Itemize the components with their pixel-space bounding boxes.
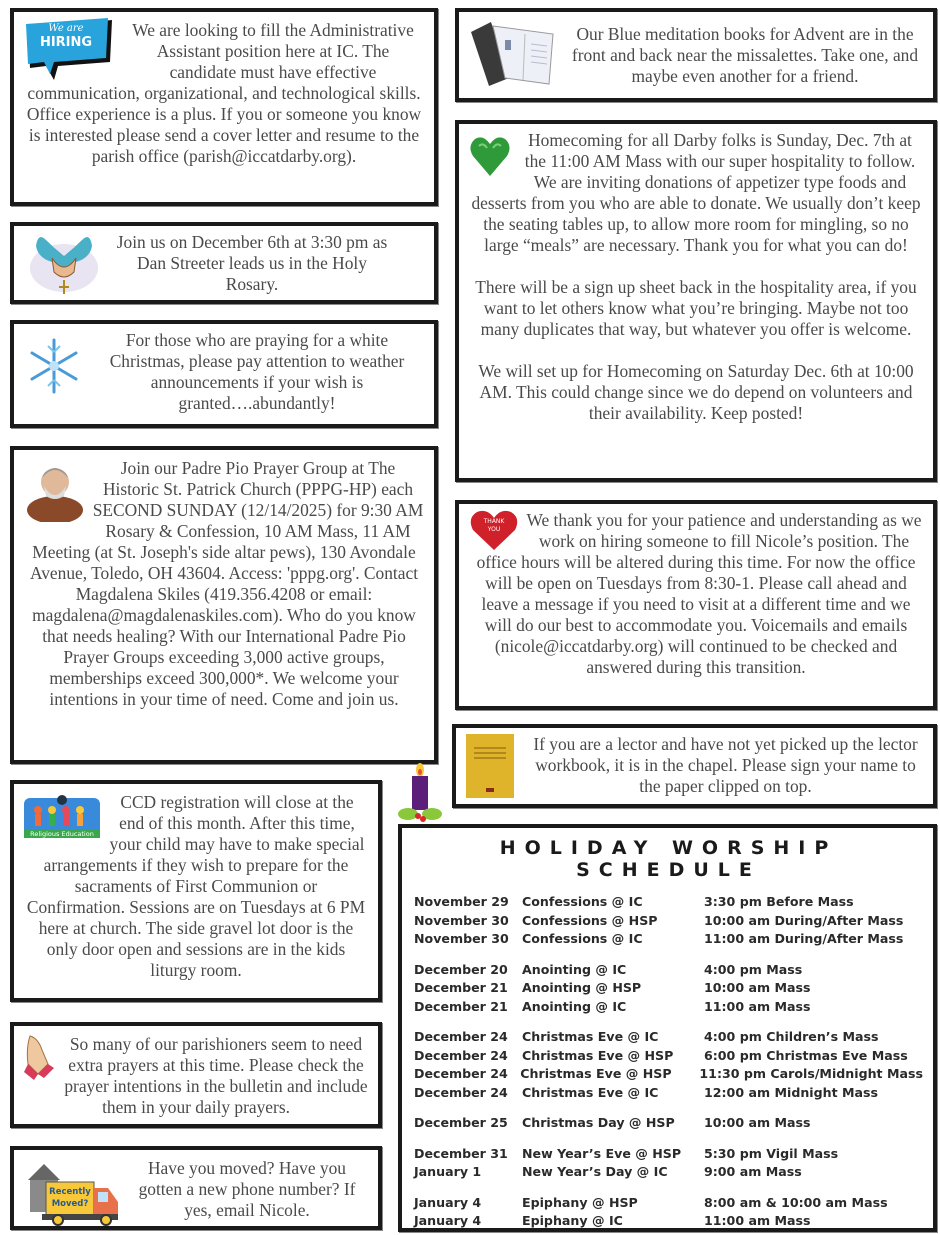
schedule-time: 10:00 am During/After Mass [704,912,904,928]
schedule-date: December 24 [414,1029,508,1044]
schedule-time: 4:00 pm Mass [704,961,803,977]
schedule-date: December 24 [414,1047,508,1063]
schedule-time: 8:00 am & 10:00 am Mass [704,1194,888,1210]
schedule-event: Anointing @ HSP [522,980,642,995]
praying-hands-icon [24,1034,58,1080]
schedule-row [414,1065,923,1084]
schedule-row [414,961,923,980]
ccd-text: CCD registration will close at the end of this month. After this time, your child may have to make special arrangements if they wish to prepare for the sacraments of First Communion or Confirmation. Sessions are on Tuesdays at 6 PM here at church. The side gravel lot door is the only door open and sessions are in the kids liturgy room. [26,792,366,980]
padre-pio-notice [10,446,438,764]
hiring-badge-line1: We are [48,23,84,34]
schedule-date: November 30 [414,931,509,946]
schedule-row [414,912,923,931]
holiday-worship-schedule [398,824,937,1232]
green-heart-icon [469,134,511,178]
schedule-event: New Year’s Day @ IC [522,1164,668,1179]
schedule-table [414,893,923,1231]
schedule-date: December 24 [414,1066,508,1081]
prayers-notice [10,1022,382,1128]
schedule-row [414,1163,923,1182]
homecoming-para1: Homecoming for all Darby folks is Sunday, Dec. 7th at the 11:00 AM Mass with our super hospitality to follow. We are inviting donations of appetizer type foods and desserts from you who are able to donate. We usually don’t keep the seating tables up, to allow more room for mingling, so no large “meals” are necessary. Thank you for what you can do! [471,130,921,255]
schedule-event: Epiphany @ HSP [522,1194,638,1210]
schedule-date: January 4 [414,1213,482,1228]
schedule-event: Christmas Eve @ IC [522,1029,659,1044]
thank-you-heart-icon [469,510,519,550]
schedule-row [414,1145,923,1164]
schedule-time: 4:00 pm Children’s Mass [704,1029,879,1044]
schedule-event: Christmas Day @ HSP [522,1115,675,1130]
white-christmas-notice [10,320,438,428]
schedule-date: November 29 [414,894,509,909]
schedule-date: December 21 [414,998,508,1014]
homecoming-para2: There will be a sign up sheet back in the hospitality area, if you want to let others know what you’re bringing. Maybe not too many duplicates that way, but whatever you offer is welcome. [475,277,917,339]
padre-pio-portrait-icon [24,460,86,522]
schedule-time: 12:00 am Midnight Mass [704,1084,879,1100]
schedule-row [414,979,923,998]
schedule-title: HOLIDAY WORSHIP SCHEDULE [499,837,838,881]
schedule-row [414,998,923,1017]
schedule-date: November 30 [414,912,509,928]
religious-education-label: Religious Education [24,830,100,838]
schedule-event: Christmas Eve @ IC [522,1084,659,1100]
schedule-date: December 25 [414,1115,508,1130]
schedule-time: 11:00 am Mass [704,1213,811,1228]
white-christmas-text: For those who are praying for a white Christmas, please pay attention to weather announcements if your wish is granted….abundantly! [109,330,405,413]
schedule-row [414,1194,923,1213]
schedule-time: 3:30 pm Before Mass [704,894,854,909]
schedule-time: 10:00 am Mass [704,1115,811,1130]
schedule-row [414,1028,923,1047]
schedule-event: Anointing @ IC [522,998,627,1014]
schedule-group [414,1028,923,1102]
rosary-notice [10,222,438,304]
moved-badge-line1: Recently [49,1187,91,1197]
schedule-date: December 31 [414,1145,508,1161]
homecoming-notice [455,120,937,482]
schedule-row [414,893,923,912]
schedule-group [414,893,923,949]
hiring-badge-line2: HIRING [39,35,93,50]
lector-workbook-icon [466,734,514,798]
advent-candle-icon [398,762,442,824]
schedule-group [414,1114,923,1133]
moved-badge-line2: Moved? [51,1199,89,1209]
schedule-group [414,1145,923,1182]
schedule-group [414,961,923,1017]
padre-pio-text: Join our Padre Pio Prayer Group at The Historic St. Patrick Church (PPPG-HP) each SECOND SUNDAY (12/14/2025) for 9:30 AM Rosary & Confession, 10 AM Mass, 11 AM Meeting (at St. Joseph's side altar pews), 130 Avondale Avenue, Toledo, OH 43604. Access: 'pppg.org'. Contact Magdalena Skiles (419.356.4208 or email: magdalena@magdalenaskiles.com). Who do you know that needs healing? With our International Padre Pio Prayer Groups exceeding 3,000 active groups, memberships exceed 300,000*. We welcome your intentions in your time of need. Come and join us. [29,458,424,709]
we-are-hiring-icon [24,18,116,80]
schedule-date: January 1 [414,1164,482,1179]
schedule-event: Christmas Eve @ HSP [520,1066,672,1081]
snowflake-icon [24,336,84,396]
prayers-text: So many of our parishioners seem to need extra prayers at this time. Please check the prayer intentions in the bulletin and include them in your daily prayers. [64,1034,368,1117]
thank-you-text: We thank you for your patience and understanding as we work on hiring someone to fill Nicole’s position. The office hours will be altered during this time. For now the office will be open on Tuesdays from 8:30-1. Please call ahead and leave a message if you need to visit at a different time and we will do our best to accommodate you. Voicemails and emails (nicole@iccatdarby.org) will continued to be checked and answered during this transition. [476,510,922,677]
schedule-time: 10:00 am Mass [704,980,811,995]
schedule-time: 5:30 pm Vigil Mass [704,1145,839,1161]
hiring-text: We are looking to fill the Administrative Assistant position here at IC. The candidate must have effective communication, organizational, and technological skills. Office experience is a plus. If you or someone you know is interested please send a cover letter and resume to the parish office (parish@iccatdarby.org). [26,20,422,166]
schedule-date: December 24 [414,1084,508,1100]
ccd-notice [10,780,382,1002]
advent-books-notice [455,8,937,102]
lector-text: If you are a lector and have not yet picked up the lector workbook, it is in the chapel. Please sign your name to the paper clipped on top. [533,734,918,796]
moving-truck-icon [24,1156,120,1226]
praying-hands-rosary-icon [24,232,104,300]
schedule-date: December 21 [414,980,508,995]
moved-notice [10,1146,382,1230]
schedule-row [414,930,923,949]
schedule-event: Anointing @ IC [522,961,627,977]
schedule-row [414,1047,923,1066]
schedule-event: Confessions @ IC [522,894,643,909]
thank-you-notice [455,500,937,710]
schedule-time: 6:00 pm Christmas Eve Mass [704,1047,908,1063]
schedule-event: Confessions @ HSP [522,912,658,928]
schedule-event: Epiphany @ IC [522,1213,623,1228]
homecoming-para3: We will set up for Homecoming on Saturday Dec. 6th at 10:00 AM. This could change since we do depend on volunteers and their availability. Keep posted! [478,361,914,423]
schedule-event: Confessions @ IC [522,931,643,946]
schedule-row [414,1084,923,1103]
lector-notice [452,724,937,808]
schedule-group [414,1194,923,1231]
meditation-book-icon [469,20,555,86]
advent-books-text: Our Blue meditation books for Advent are in the front and back near the missalettes. Take one, and maybe even another for a friend. [571,24,919,86]
rosary-text: Join us on December 6th at 3:30 pm as Dan Streeter leads us in the Holy Rosary. [116,232,388,294]
schedule-row [414,1114,923,1133]
thank-you-badge: THANK YOU [483,518,505,533]
schedule-date: January 4 [414,1194,482,1210]
schedule-time: 11:00 am During/After Mass [704,931,904,946]
schedule-event: New Year’s Eve @ HSP [522,1145,682,1161]
moved-text: Have you moved? Have you gotten a new phone number? If yes, email Nicole. [138,1158,356,1220]
schedule-row [414,1212,923,1231]
schedule-time: 11:00 am Mass [704,998,811,1014]
schedule-date: December 20 [414,961,508,977]
hiring-notice [10,8,438,206]
schedule-time: 11:30 pm Carols/Midnight Mass [699,1066,923,1081]
schedule-time: 9:00 am Mass [704,1164,802,1179]
schedule-event: Christmas Eve @ HSP [522,1047,674,1063]
religious-education-icon [24,794,100,840]
